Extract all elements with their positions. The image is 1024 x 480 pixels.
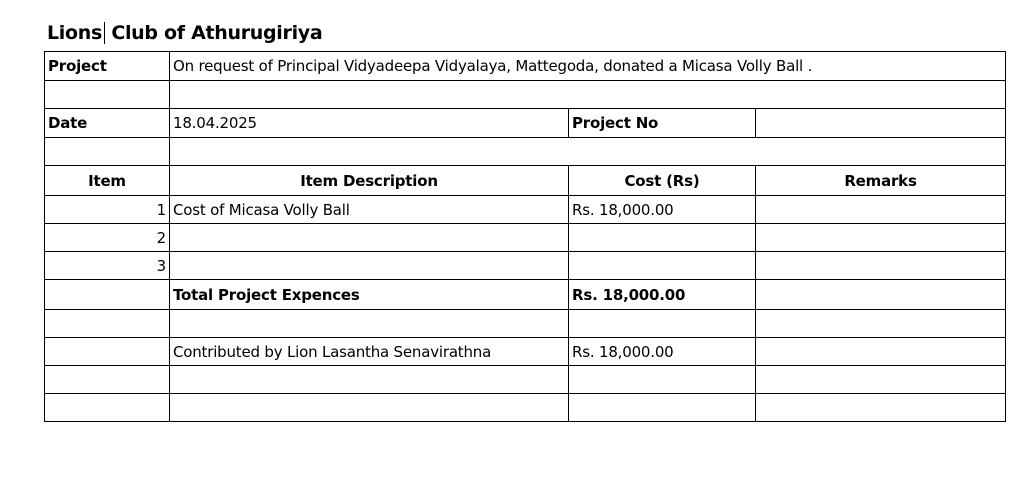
column-header-cost[interactable]: Cost (Rs) — [569, 166, 756, 196]
table-row — [45, 196, 1006, 224]
contribution-label[interactable]: Contributed by Lion Lasantha Senavirathna — [170, 338, 569, 366]
item-cost[interactable]: Rs. 18,000.00 — [569, 196, 756, 224]
title-rest: Club of Athurugiriya — [105, 22, 323, 44]
total-value[interactable]: Rs. 18,000.00 — [569, 280, 756, 310]
empty-cell[interactable] — [569, 394, 756, 422]
empty-cell[interactable] — [45, 81, 170, 109]
spacer-row — [45, 138, 1006, 166]
empty-cell[interactable] — [45, 138, 170, 166]
title-word-lions: Lions — [47, 22, 105, 44]
empty-cell[interactable] — [45, 394, 170, 422]
empty-cell[interactable] — [170, 81, 1006, 109]
table-row — [45, 252, 1006, 280]
item-number[interactable]: 3 — [45, 252, 170, 280]
date-row — [45, 109, 1006, 138]
item-remarks[interactable] — [756, 224, 1006, 252]
date-value[interactable]: 18.04.2025 — [170, 109, 569, 138]
project-row — [45, 52, 1006, 81]
column-header-item[interactable]: Item — [45, 166, 170, 196]
empty-cell[interactable] — [756, 366, 1006, 394]
spacer-row — [45, 310, 1006, 338]
empty-cell[interactable] — [569, 366, 756, 394]
item-remarks[interactable] — [756, 252, 1006, 280]
empty-cell[interactable] — [756, 338, 1006, 366]
spacer-row — [45, 81, 1006, 109]
project-sheet-table — [44, 51, 1006, 422]
empty-cell[interactable] — [170, 310, 569, 338]
empty-cell[interactable] — [170, 366, 569, 394]
empty-cell[interactable] — [45, 366, 170, 394]
empty-cell[interactable] — [170, 394, 569, 422]
total-label[interactable]: Total Project Expences — [170, 280, 569, 310]
column-header-row — [45, 166, 1006, 196]
item-number[interactable]: 1 — [45, 196, 170, 224]
item-description[interactable] — [170, 224, 569, 252]
page-title — [47, 22, 322, 44]
empty-cell[interactable] — [170, 138, 1006, 166]
column-header-remarks[interactable]: Remarks — [756, 166, 1006, 196]
empty-cell[interactable] — [756, 280, 1006, 310]
empty-cell[interactable] — [45, 310, 170, 338]
item-cost[interactable] — [569, 252, 756, 280]
contribution-row — [45, 338, 1006, 366]
empty-cell[interactable] — [756, 310, 1006, 338]
project-label[interactable]: Project — [45, 52, 170, 81]
spacer-row — [45, 394, 1006, 422]
spacer-row — [45, 366, 1006, 394]
table-row — [45, 224, 1006, 252]
item-description[interactable]: Cost of Micasa Volly Ball — [170, 196, 569, 224]
empty-cell[interactable] — [45, 280, 170, 310]
item-remarks[interactable] — [756, 196, 1006, 224]
date-label[interactable]: Date — [45, 109, 170, 138]
item-description[interactable] — [170, 252, 569, 280]
total-row — [45, 280, 1006, 310]
item-cost[interactable] — [569, 224, 756, 252]
column-header-description[interactable]: Item Description — [170, 166, 569, 196]
project-value[interactable]: On request of Principal Vidyadeepa Vidyalaya, Mattegoda, donated a Micasa Volly Ball . — [170, 52, 1006, 81]
contribution-value[interactable]: Rs. 18,000.00 — [569, 338, 756, 366]
item-number[interactable]: 2 — [45, 224, 170, 252]
project-no-label[interactable]: Project No — [569, 109, 756, 138]
project-no-value[interactable] — [756, 109, 1006, 138]
empty-cell[interactable] — [45, 338, 170, 366]
empty-cell[interactable] — [756, 394, 1006, 422]
empty-cell[interactable] — [569, 310, 756, 338]
